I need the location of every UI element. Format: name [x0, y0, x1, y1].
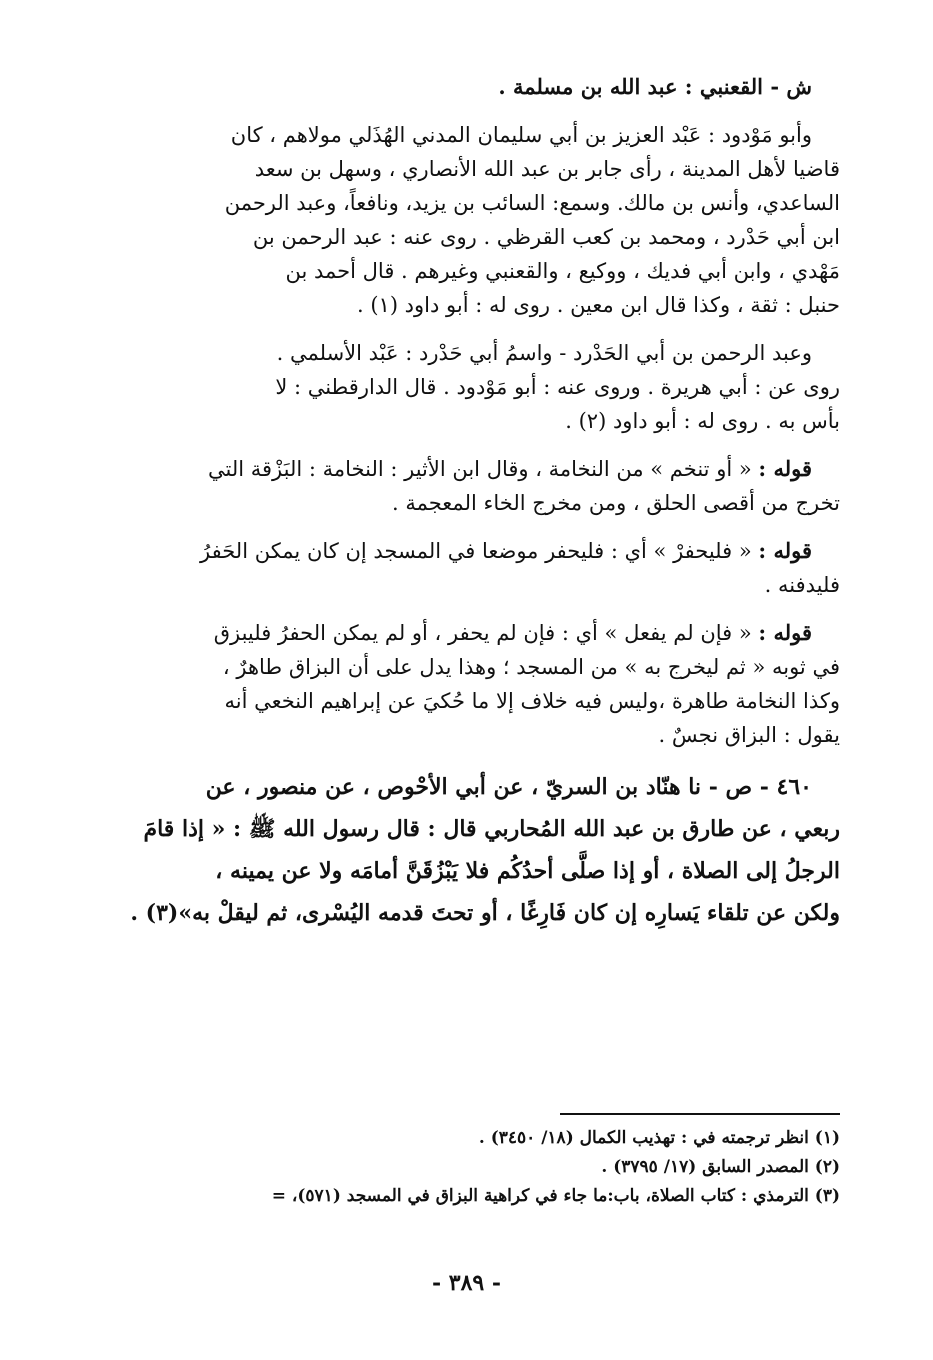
text-line: ابن أبي حَدْرد ، ومحمد بن كعب القرظي . روى عنه : عبد الرحمن بن [252, 225, 840, 249]
hadith-line: ٤٦٠ - ص - نا هنّاد بن السريّ ، عن أبي الأحْوص ، عن منصور ، عن [205, 774, 812, 800]
paragraph-abd-rahman [100, 336, 840, 438]
text-line [100, 534, 840, 568]
text-line: يقول : البزاق نجسٌ . [658, 723, 840, 747]
page-number: - ٣٨٩ - [431, 1270, 502, 1296]
text-line: فليدفنه . [764, 573, 840, 597]
text-line: بأس به . روى له : أبو داود (٢) . [565, 409, 840, 433]
text-span: « فإن لم يفعل » أي : فإن لم يحفر ، أو لم يمكن الحفرُ فليبزق [213, 621, 752, 645]
qawluhu-label: قوله : [758, 620, 812, 645]
page-body [100, 70, 840, 948]
hadith-460 [100, 766, 840, 934]
text-line: مَهْدي ، وابن أبي فديك ، ووكيع ، والقعنبي وغيرهم . قال أحمد بن [285, 259, 840, 283]
footnotes [100, 1124, 840, 1211]
hadith-line: ربعي ، عن طارق بن عبد الله المُحاربي قال : قال رسول الله ﷺ : « إذا قامَ [143, 816, 840, 842]
qawluhu-label: قوله : [758, 538, 812, 563]
text-line: وعبد الرحمن بن أبي الحَدْرد - واسمُ أبي حَدْرد : عَبْد الأسلمي . [276, 341, 812, 365]
qawluhu-label: قوله : [758, 456, 812, 481]
text-line [100, 452, 840, 486]
paragraph-abu-mawdud [100, 118, 840, 322]
text-line: وأبو مَوْدود : عَبْد العزيز بن أبي سليمان المدني الهُذَلي مولاهم ، كان [230, 123, 812, 147]
section-heading [100, 70, 840, 104]
footnote-divider [560, 1113, 840, 1115]
text-line: روى عن : أبي هريرة . وروى عنه : أبو مَوْدود . قال الدارقطني : لا [275, 375, 840, 399]
paragraph-tanakhkham [100, 452, 840, 520]
hadith-line: الرجلُ إلى الصلاة ، أو إذا صلَّى أحدُكُم فلا يَبْزُقَنَّ أمامَه ولا عن يمينه ، [215, 858, 840, 884]
footnote-2: (٢) المصدر السابق (١٧/ ٣٧٩٥) . [601, 1157, 840, 1177]
heading-line: ش - القعنبي : عبد الله بن مسلمة . [498, 74, 812, 99]
text-line: في ثوبه « ثم ليخرج به » من المسجد ؛ وهذا يدل على أن البزاق طاهرٌ ، [222, 655, 840, 679]
footnote-1: (١) انظر ترجمته في : تهذيب الكمال (١٨/ ٣٤٥٠) . [478, 1128, 840, 1148]
paragraph-lam-yafal [100, 616, 840, 752]
text-span: « أو تنخم » من النخامة ، وقال ابن الأثير : النخامة : البَزْقة التي [208, 457, 752, 481]
text-line: تخرج من أقصى الحلق ، ومن مخرج الخاء المعجمة . [392, 491, 840, 515]
text-line: الساعدي، وأنس بن مالك. وسمع: السائب بن يزيد، ونافعاً، وعبد الرحمن [224, 191, 840, 215]
hadith-line: ولكن عن تلقاء يَسارِه إن كان فَارِغًا ، أو تحتَ قدمه اليُسْرى، ثم ليقلْ به»(٣) . [130, 900, 840, 926]
text-line: حنبل : ثقة ، وكذا قال ابن معين . روى له : أبو داود (١) . [356, 293, 840, 317]
text-line: قاضيا لأهل المدينة ، رأى جابر بن عبد الله الأنصاري ، وسهل بن سعد [254, 157, 840, 181]
text-line [100, 616, 840, 650]
paragraph-falyahfir [100, 534, 840, 602]
footnote-3: (٣) الترمذي : كتاب الصلاة، باب:ما جاء في كراهية البزاق في المسجد (٥٧١)، = [271, 1186, 840, 1206]
text-span: « فليحفرْ » أي : فليحفر موضعا في المسجد إن كان يمكن الحَفرُ [200, 539, 752, 563]
text-line: وكذا النخامة طاهرة ،وليس فيه خلاف إلا ما حُكيَ عن إبراهيم النخعي أنه [224, 689, 840, 713]
